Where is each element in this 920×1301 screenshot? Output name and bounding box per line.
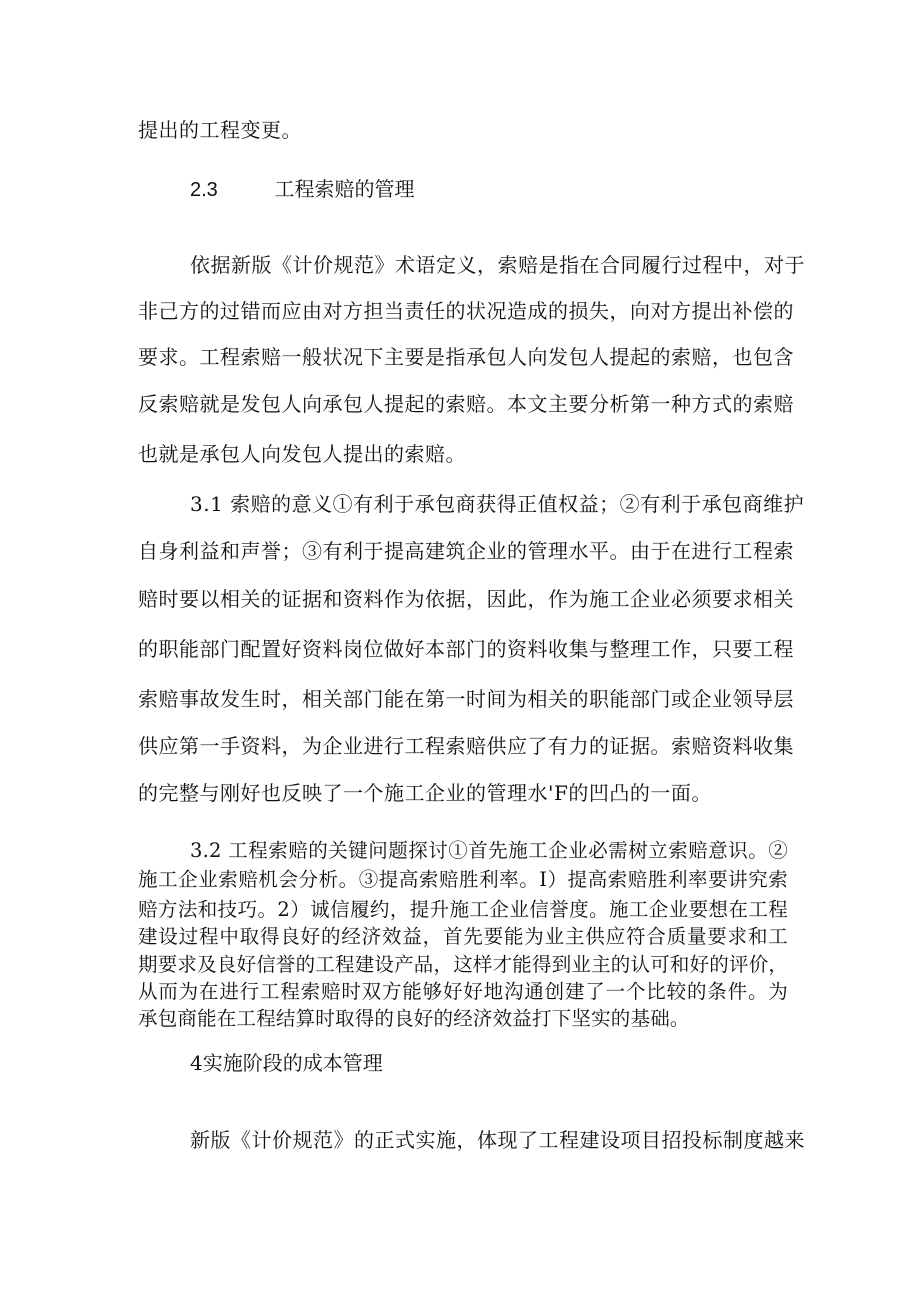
paragraph-line: 赔时要以相关的证据和资料作为依据，因此，作为施工企业必须要求相关: [138, 587, 794, 611]
paragraph-line: 的职能部门配置好资料岗位做好本部门的资料收集与整理工作，只要工程: [138, 637, 794, 661]
section-2-3-heading: [190, 176, 415, 203]
section-2-3-number: 2.3: [190, 179, 218, 201]
paragraph-line: 承包商能在工程结算时取得的良好的经济效益打下坚实的基础。: [138, 1007, 690, 1030]
paragraph-line: 供应第一手资料，为企业进行工程索赔供应了有力的证据。索赔资料收集: [138, 734, 794, 758]
paragraph-line: 索赔事故发生时，相关部门能在第一时间为相关的职能部门或企业领导层: [138, 687, 794, 711]
paragraph-line: 3.2 工程索赔的关键问题探讨①首先施工企业必需树立索赔意识。②: [190, 839, 788, 862]
intro-tail-text: 提出的工程变更。: [138, 118, 302, 142]
paragraph-line: 施工企业索赔机会分析。③提高索赔胜利率。I）提高索赔胜利率要讲究索: [138, 868, 788, 891]
paragraph-line: 从而为在进行工程索赔时双方能够好好地沟通创建了一个比较的条件。为: [138, 980, 788, 1003]
paragraph-line: 3.1 索赔的意义①有利于承包商获得正值权益；②有利于承包商维护: [190, 492, 805, 516]
section-2-3-title: 工程索赔的管理: [274, 177, 415, 201]
paragraph-line: 的完整与刚好也反映了一个施工企业的管理水'F的凹凸的一面。: [138, 781, 712, 805]
paragraph-line: 期要求及良好信誉的工程建设产品，这样才能得到业主的认可和好的评价，: [138, 953, 789, 976]
paragraph-line: 建设过程中取得良好的经济效益，首先要能为业主供应符合质量要求和工: [138, 925, 788, 948]
paragraph-line: 自身利益和声誉；③有利于提高建筑企业的管理水平。由于在进行工程索: [138, 539, 794, 563]
paragraph-line: 赔方法和技巧。2）诚信履约，提升施工企业信誉度。施工企业要想在工程: [138, 898, 788, 921]
paragraph-line: 新版《计价规范》的正式实施，体现了工程建设项目招投标制度越来: [190, 1128, 805, 1152]
paragraph-line: 也就是承包人向发包人提出的索赔。: [138, 442, 466, 466]
paragraph-line: 非己方的过错而应由对方担当责任的状况造成的损失，向对方提出补偿的: [138, 299, 794, 323]
section-4-heading: 4实施阶段的成本管理: [190, 1051, 383, 1075]
paragraph-line: 依据新版《计价规范》术语定义，索赔是指在合同履行过程中，对于: [190, 253, 805, 277]
paragraph-line: 反索赔就是发包人向承包人提起的索赔。本文主要分析第一种方式的索赔: [138, 392, 794, 416]
paragraph-line: 要求。工程索赔一般状况下主要是指承包人向发包人提起的索赔，也包含: [138, 345, 794, 369]
